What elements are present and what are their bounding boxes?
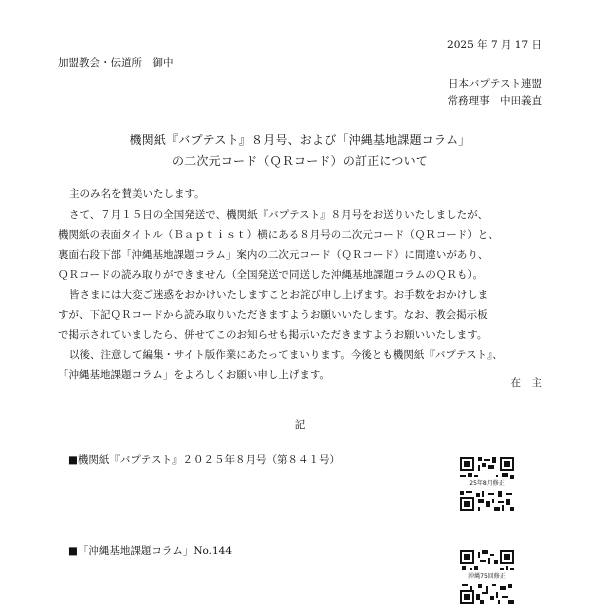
closing: 在 主 — [510, 377, 542, 389]
title-line-1: 機関紙『バプテスト』８月号、および「沖縄基地課題コラム」 — [129, 133, 471, 147]
qr-code-caption: 沖縄75回修正 — [465, 572, 509, 582]
paragraph-2-line: 皆さまには大変ご迷惑をおかけいたしますことお詫び申し上げます。お手数をおかけしま — [69, 289, 489, 301]
paragraph-3-line: 「沖縄基地課題コラム」をよろしくお願い申し上げます。 — [58, 369, 331, 381]
paragraph-1-line: さて、７月１５日の全国発送で、機関紙『バプテスト』８月号をお送りいたしましたが、 — [69, 209, 489, 221]
paragraph-3-line: 以後、注意して編集・サイト版作業にあたってまいります。今後とも機関紙『バプテスト』、 — [69, 349, 503, 361]
paragraph-1-line: 裏面右段下部「沖縄基地課題コラム」案内の二次元コード（ＱＲコード）に間違いがあり、 — [58, 249, 489, 261]
item-okinawa-column: ■「沖縄基地課題コラム」No.144 — [68, 545, 233, 557]
letter-date: 2025 年 7 月 17 日 — [447, 39, 542, 51]
notes-heading: 記 — [294, 419, 306, 431]
paragraph-2-line: で掲示されていましたら、併せてこのお知らせも掲示いただきますようお願いいたします。 — [58, 329, 488, 341]
paragraph-1-line: 機関紙の表面タイトル（Ｂａｐｔｉｓｔ）横にある８月号の二次元コード（ＱＲコード）と、 — [58, 229, 499, 241]
greeting: 主のみ名を賛美いたします。 — [69, 188, 205, 200]
paragraph-2-line: すが、下記ＱＲコードから読み取りいただきますようお願いいたします。なお、教会掲示板 — [58, 309, 488, 321]
qr-code-caption: 25年8月修正 — [465, 479, 509, 489]
title-line-2: の二次元コード（ＱＲコード）の訂正について — [172, 154, 428, 168]
qr-code-newsletter — [458, 455, 516, 513]
sender-person: 常務理事 中田義直 — [447, 95, 542, 107]
item-newsletter-august: ■機関紙『バプテスト』２０２５年８月号（第８４１号） — [68, 454, 340, 466]
sender-organization: 日本バプテスト連盟 — [447, 78, 542, 90]
recipient: 加盟教会・伝道所 御中 — [58, 57, 174, 69]
paragraph-1-line: ＱＲコードの読み取りができません（全国発送で同送した沖縄基地課題コラムのＱＲも）。 — [58, 269, 484, 281]
qr-code-okinawa — [458, 548, 516, 606]
